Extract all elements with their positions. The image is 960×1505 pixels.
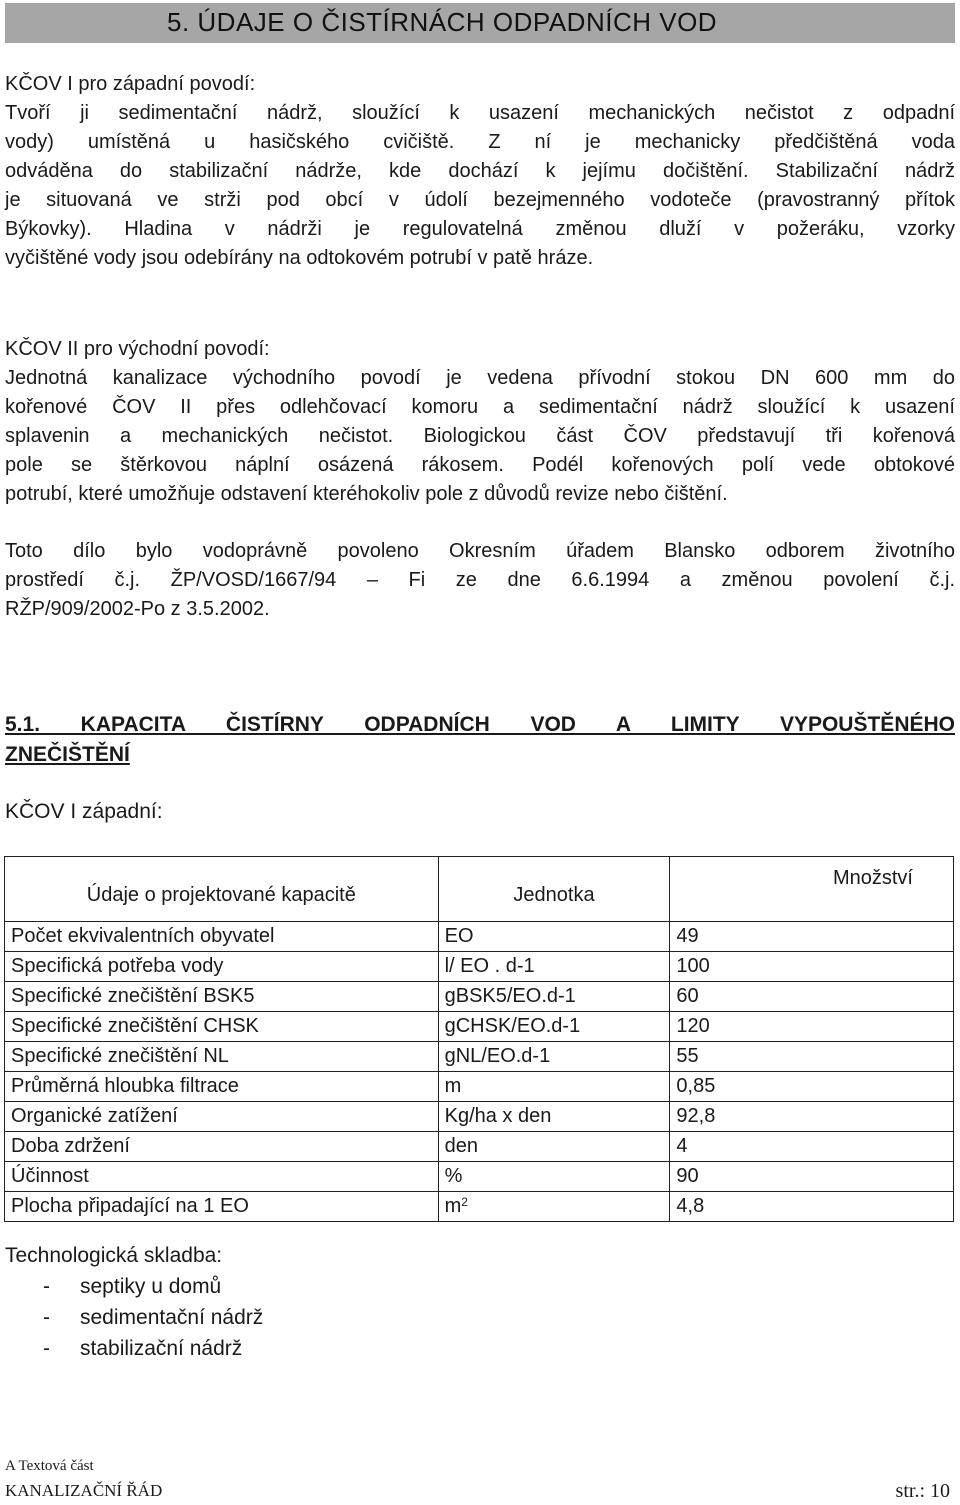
section-kcov2: [5, 335, 955, 509]
table-cell: Doba zdržení: [5, 1132, 439, 1162]
table-row: [5, 1012, 954, 1042]
technology-section: [5, 1240, 263, 1364]
table-cell: m: [438, 1072, 670, 1102]
section-heading-5-1: [5, 710, 955, 770]
technology-list: [5, 1271, 263, 1364]
table-cell: Plocha připadající na 1 EO: [5, 1192, 439, 1222]
unit-superscript: 2: [461, 1195, 468, 1209]
capacity-table: [4, 856, 954, 1222]
paragraph-line: RŽP/909/2002-Po z 3.5.2002.: [5, 598, 270, 620]
footer-document-title: KANALIZAČNÍ ŘÁD: [5, 1481, 163, 1500]
column-header: Údaje o projektované kapacitě: [5, 857, 439, 922]
list-item: - septiky u domů: [80, 1271, 263, 1302]
table-row: [5, 982, 954, 1012]
section-heading: Technologická skladba:: [5, 1244, 223, 1267]
table-cell: Účinnost: [5, 1162, 439, 1192]
page-footer: [5, 1458, 955, 1501]
paragraph-line: potrubí, které umožňuje odstavení kteréhokoliv pole z důvodů revize nebo čištění.: [5, 483, 728, 505]
table-cell: 120: [670, 1012, 954, 1042]
paragraph-line: je situovaná ve strži pod obcí v údolí bezejmenného vodoteče (pravostranný přítok: [5, 189, 955, 211]
title-bar: [5, 3, 955, 43]
paragraph-line: odváděna do stabilizační nádrže, kde dochází k jejímu dočištění. Stabilizační nádrž: [5, 160, 955, 182]
table-cell: 90: [670, 1162, 954, 1192]
page-title: 5. ÚDAJE O ČISTÍRNÁCH ODPADNÍCH VOD: [167, 7, 718, 37]
table-cell: l/ EO . d-1: [438, 952, 670, 982]
table-cell: EO: [438, 922, 670, 952]
table-cell: 0,85: [670, 1072, 954, 1102]
table-cell: gBSK5/EO.d-1: [438, 982, 670, 1012]
table-cell: 92,8: [670, 1102, 954, 1132]
table-cell: 4,8: [670, 1192, 954, 1222]
table-row: [5, 1102, 954, 1132]
list-item: - stabilizační nádrž: [80, 1333, 263, 1364]
paragraph-line: splavenin a mechanických nečistot. Biologickou část ČOV představují tři kořenová: [5, 425, 955, 447]
table-row: [5, 1162, 954, 1192]
table-cell: Kg/ha x den: [438, 1102, 670, 1132]
paragraph-line: Býkovky). Hladina v nádrži je regulovatelná změnou dluží v požeráku, vzorky: [5, 218, 955, 240]
table-row: [5, 1042, 954, 1072]
table-row: [5, 1192, 954, 1222]
section-heading: KČOV I pro západní povodí:: [5, 73, 256, 95]
section-heading: KČOV II pro východní povodí:: [5, 338, 270, 360]
table-cell: Specifická potřeba vody: [5, 952, 439, 982]
table-cell: Specifické znečištění NL: [5, 1042, 439, 1072]
paragraph-line: Jednotná kanalizace východního povodí je vedena přívodní stokou DN 600 mm do: [5, 367, 955, 389]
column-header: Množství: [670, 857, 954, 922]
list-item: - sedimentační nádrž: [80, 1302, 263, 1333]
table-cell: 55: [670, 1042, 954, 1072]
table-cell: Počet ekvivalentních obyvatel: [5, 922, 439, 952]
paragraph-line: Toto dílo bylo vodoprávně povoleno Okresním úřadem Blansko odborem životního: [5, 540, 955, 562]
unit-text: m: [444, 1195, 462, 1217]
table-cell: %: [438, 1162, 670, 1192]
table-cell: 60: [670, 982, 954, 1012]
kcov-zapadni-label: KČOV I západní:: [5, 800, 163, 823]
table-cell: 100: [670, 952, 954, 982]
table-row: [5, 1132, 954, 1162]
table-cell: Průměrná hloubka filtrace: [5, 1072, 439, 1102]
table-cell: gNL/EO.d-1: [438, 1042, 670, 1072]
paragraph-line: kořenové ČOV II přes odlehčovací komoru a sedimentační nádrž sloužící k usazení: [5, 396, 955, 418]
table-cell: 49: [670, 922, 954, 952]
footer-section-label: A Textová část: [5, 1458, 94, 1474]
table-cell: gCHSK/EO.d-1: [438, 1012, 670, 1042]
table-row: [5, 952, 954, 982]
table-header-row: [5, 857, 954, 922]
paragraph-line: vody) umístěná u hasičského cvičiště. Z ní je mechanicky předčištěná voda: [5, 131, 955, 153]
table-cell: Specifické znečištění CHSK: [5, 1012, 439, 1042]
table-row: [5, 1072, 954, 1102]
section-permit: [5, 537, 955, 624]
section-kcov1: [5, 70, 955, 273]
page-number: str.: 10: [895, 1480, 950, 1502]
paragraph-line: prostředí č.j. ŽP/VOSD/1667/94 – Fi ze dne 6.6.1994 a změnou povolení č.j.: [5, 569, 955, 591]
table-cell: 4: [670, 1132, 954, 1162]
table-cell: Organické zatížení: [5, 1102, 439, 1132]
paragraph-line: pole se štěrkovou náplní osázená rákosem. Podél kořenových polí vede obtokové: [5, 454, 955, 476]
heading-line: ZNEČIŠTĚNÍ: [5, 743, 130, 766]
column-header: Jednotka: [438, 857, 670, 922]
table-row: [5, 922, 954, 952]
paragraph-line: Tvoří ji sedimentační nádrž, sloužící k usazení mechanických nečistot z odpadní: [5, 102, 955, 124]
table-cell: Specifické znečištění BSK5: [5, 982, 439, 1012]
paragraph-line: vyčištěné vody jsou odebírány na odtokovém potrubí v patě hráze.: [5, 247, 594, 269]
table-cell: [438, 1192, 670, 1222]
table-cell: den: [438, 1132, 670, 1162]
heading-line: 5.1. KAPACITA ČISTÍRNY ODPADNÍCH VOD A LIMITY VYPOUŠTĚNÉHO: [5, 713, 955, 736]
